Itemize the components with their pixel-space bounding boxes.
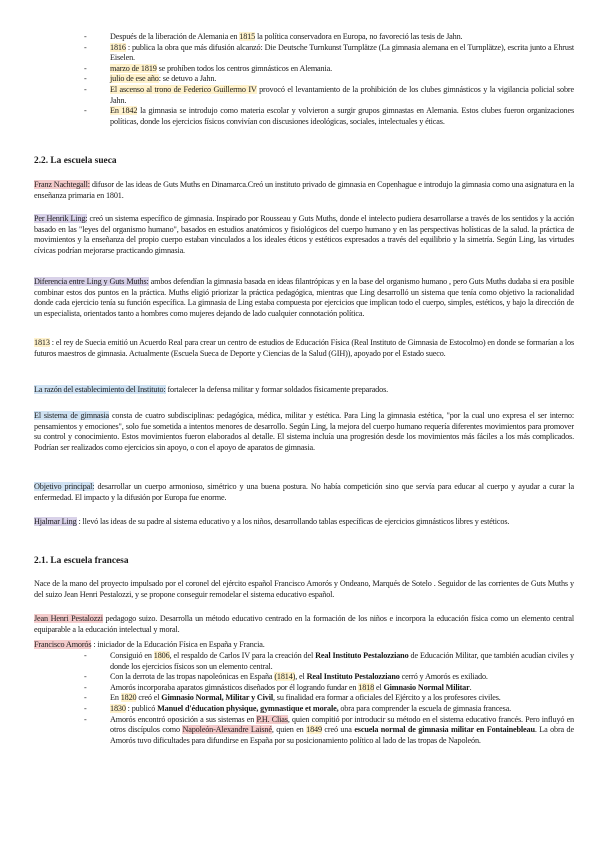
highlight: Hjalmar Ling [34,517,77,526]
highlight: 1813 [34,338,50,347]
paragraph-1813: 1813 : el rey de Suecia emitió un Acuerdo Real para crear un centro de estudios de Educación Física (Real Instituto de Gimnasia de Estocolmo) en donde se formarían a los futuros maestros de gimnasia. Actualmente (Escuela Sueca de Deporte y Ciencias de la Salud (GIH)), apoyado por el Estado sueco. [34,338,574,358]
list-item: - El ascenso al trono de Federico Guillermo IV provocó el levantamiento de la prohibición de los clubes gimnásticos y la vigilancia policial sobre Jahn. [84,84,574,105]
paragraph-per-henrik-ling: Per Henrik Ling: creó un sistema específico de gimnasia. Inspirado por Rousseau y Guts Muths, donde el intelecto pudiera desarrollarse a través de los sentidos y la acción basado en las "leyes del organismo humano", basados en estudios anatómicos y fisiológicos del cuerpo humano y en las perspectivas holísticas de la salud. la práctica de movimientos y la enseñanza del propio cuerpo estaban vinculados a los ideales éticos y estéticos expresados a través del equilibrio y la simetría. Según Ling, las virtudes cívicas podrían mejorarse practicando gimnasia. [34,214,574,255]
bold-term: Gimnasio Normal Militar [383,682,470,692]
highlight: 1818 [358,682,375,692]
section-heading-francesa: 2.1. La escuela francesa [34,556,129,566]
bold-term: Real Instituto Pestalozziano [306,672,400,682]
bullet-dash: - [84,106,87,116]
bullet-dash: - [84,32,87,41]
highlight: 1830 [110,703,126,713]
highlight: Per Henrik Ling: [34,214,88,223]
highlight: (1814) [274,672,296,682]
highlight: julio de ese año [110,74,159,84]
highlight: Francisco Amorós [34,640,92,649]
list-item: - En 1820 creó el Gimnasio Normal, Militar y Civil, su finalidad era formar a oficiales del Ejército y a los profesores civiles. [84,693,501,703]
highlight: El sistema de gimnasia [34,411,110,420]
bullet-dash: - [84,84,87,94]
paragraph-diferencia: Diferencia entre Ling y Guts Muths: ambos defendían la gimnasia basada en ideas filantrópicas y en la base del organismo humano , pero Guts Muths dudaba si era posible combinar estos dos puntos en la práctica. Muths eligió priorizar la práctica pedagógica, mientras que Ling desarrolló un sistema que tenía como objetivo la racionalidad donde cada ejercicio tenía su función específica. La gimnasia de Ling estaba compuesta por ejercicios que implican todo el cuerpo, simples, estéticos, y bajo la dirección de un especialista, orientados tanto a hombres como mujeres dejando de lado cualquier connotación política. [34,277,574,318]
highlight: Diferencia entre Ling y Guts Muths: [34,277,149,286]
top-bullet-list [84,32,574,127]
paragraph-objetivo-principal: Objetivo principal: desarrollar un cuerpo armonioso, simétrico y una buena postura. No había competición sino que servía para educar al cuerpo y ayudar a curar la enfermedad. El impacto y la difusión por Europa fue enorme. [34,482,574,502]
list-item: - En 1842 la gimnasia se introdujo como materia escolar y volvieron a surgir grupos gimnastas en Alemania. Estos clubes fueron organizaciones políticas, donde los ejercicios físicos convivían con discusiones ideológicas, sociales, intelectuales y éticas. [84,106,575,126]
list-item: - Después de la liberación de Alemania en 1815 la política conservadora en Europa, no favoreció las tesis de Jahn. [84,32,463,41]
highlight: El ascenso al trono de Federico Guillermo IV [110,84,257,94]
paragraph-amoros: Francisco Amorós : iniciador de la Educación Física en España y Francia. [34,640,265,649]
highlight: 1816 [110,42,126,52]
paragraph-sistema-gimnasia: El sistema de gimnasia consta de cuatro subdisciplinas: pedagógica, médica, militar y estética. Para Ling la gimnasia estética, "por la cual uno expresa el ser interno: pensamientos y emociones", solo fue sometida a intentos menores de desarrollo. Según Ling, la mejora del cuerpo humano requería diferentes movimientos para promover su control y conocimiento. Estos movimientos fueron elaborados al detalle. El sistema incluía una progresión desde los movimientos más fáciles a los más complicados. Podrían ser realizados como ejercicios sin apoyo, o con el apoyo de aparatos de gimnasia. [34,411,574,452]
list-item: - julio de ese año: se detuvo a Jahn. [84,74,217,84]
paragraph-nachtegall: Franz Nachtegall: difusor de las ideas de Guts Muths en Dinamarca.Creó un instituto privado de gimnasia en Copenhague e introdujo la gimnasia como una asignatura en la enseñanza primaria en 1801. [34,180,575,200]
bullet-dash: - [84,682,87,692]
highlight: 1849 [306,725,322,735]
list-item: - 1830 : publicó Manuel d'éducation physique, gymnastique et morale, obra para comprender la escuela de gimnasia francesa. [84,703,512,713]
bullet-dash: - [84,42,87,52]
list-item: - 1816 : publica la obra que más difusión alcanzó: Die Deutsche Turnkunst Turnplätze (La gimnasia alemana en el Turnplätze), escrita junto a Ehrust Eiselen. [84,42,574,63]
list-item: - Amorós incorporaba aparatos gimnásticos diseñados por él logrando fundar en 1818 el Gimnasio Normal Militar. [84,682,472,692]
bullet-dash: - [84,63,87,73]
bold-term: Real Instituto Pestalozziano [315,651,409,660]
bold-term: escuela normal de gimnasia militar en Fontainebleau [354,725,535,735]
highlight: P.H. Clias [256,714,288,724]
bottom-bullet-list [84,651,574,746]
list-item: - Amorós encontró oposición a sus sistemas en P.H. Clias, quien compitió por introducir su método en el sistema educativo francés. Pero influyó en otros discípulos como Napoleón-Alexandre Laisné, quien en 1849 creó una escuela normal de gimnasia militar en Fontainebleau. La obra de Amorós tuvo dificultades para difundirse en España por su posicionamiento político al lado de las tropas de Napoleón. [84,714,574,745]
list-item: - Consiguió en 1806, el respaldo de Carlos IV para la creación del Real Instituto Pestalozziano de Educación Militar, que también acudían civiles y donde los ejercicios físicos son un elemento central. [84,651,574,671]
bold-term: Gimnasio Normal, Militar y Civil [161,693,273,703]
paragraph-intro-francesa: Nace de la mano del proyecto impulsado por el coronel del ejército español Francisco Amorós y Ondeano, Marqués de Sotelo . Seguidor de las corrientes de Guts Muths y del suizo Jean Henri Pestalozzi, y se propone conseguir remodelar el sistema educativo español. [34,579,574,599]
highlight: Objetivo principal: [34,482,95,491]
bullet-dash: - [84,703,87,713]
bold-term: Manuel d'éducation physique, gymnastique et morale, [157,703,339,713]
bullet-dash: - [84,74,87,84]
highlight: 1820 [120,693,137,703]
paragraph-hjalmar-ling: Hjalmar Ling : llevó las ideas de su padre al sistema educativo y a los niños, desarrollando tablas específicas de ejercicios gimnásticos libres y estéticos. [34,517,510,526]
highlight: 1815 [239,32,256,41]
bullet-dash: - [84,651,87,660]
bullet-dash: - [84,693,87,703]
paragraph-razon-instituto: La razón del establecimiento del Instituto: fortalecer la defensa militar y formar soldados físicamente preparados. [34,385,389,394]
bullet-dash: - [84,672,87,682]
highlight: Jean Henri Pestalozzi [34,614,103,623]
list-item: - Con la derrota de las tropas napoleónicas en España (1814), el Real Instituto Pestalozziano cerró y Amorós es exiliado. [84,672,488,682]
highlight: En 1842 [110,106,138,116]
highlight: Napoleón-Alexandre Laisné [182,725,272,735]
bullet-dash: - [84,714,87,724]
highlight: marzo de 1819 [110,63,157,73]
highlight: 1806 [153,651,170,660]
highlight: Franz Nachtegall: [34,180,90,189]
paragraph-pestalozzi: Jean Henri Pestalozzi pedagogo suizo. Desarrolla un método educativo centrado en la formación de los niños e incorpora la educación física como un elemento central equiparable a la educación intelectual y moral. [34,614,574,634]
section-heading-sueca: 2.2. La escuela sueca [34,156,117,166]
highlight: La razón del establecimiento del Instituto: [34,385,166,394]
list-item: - marzo de 1819 se prohíben todos los centros gimnásticos en Alemania. [84,63,332,73]
